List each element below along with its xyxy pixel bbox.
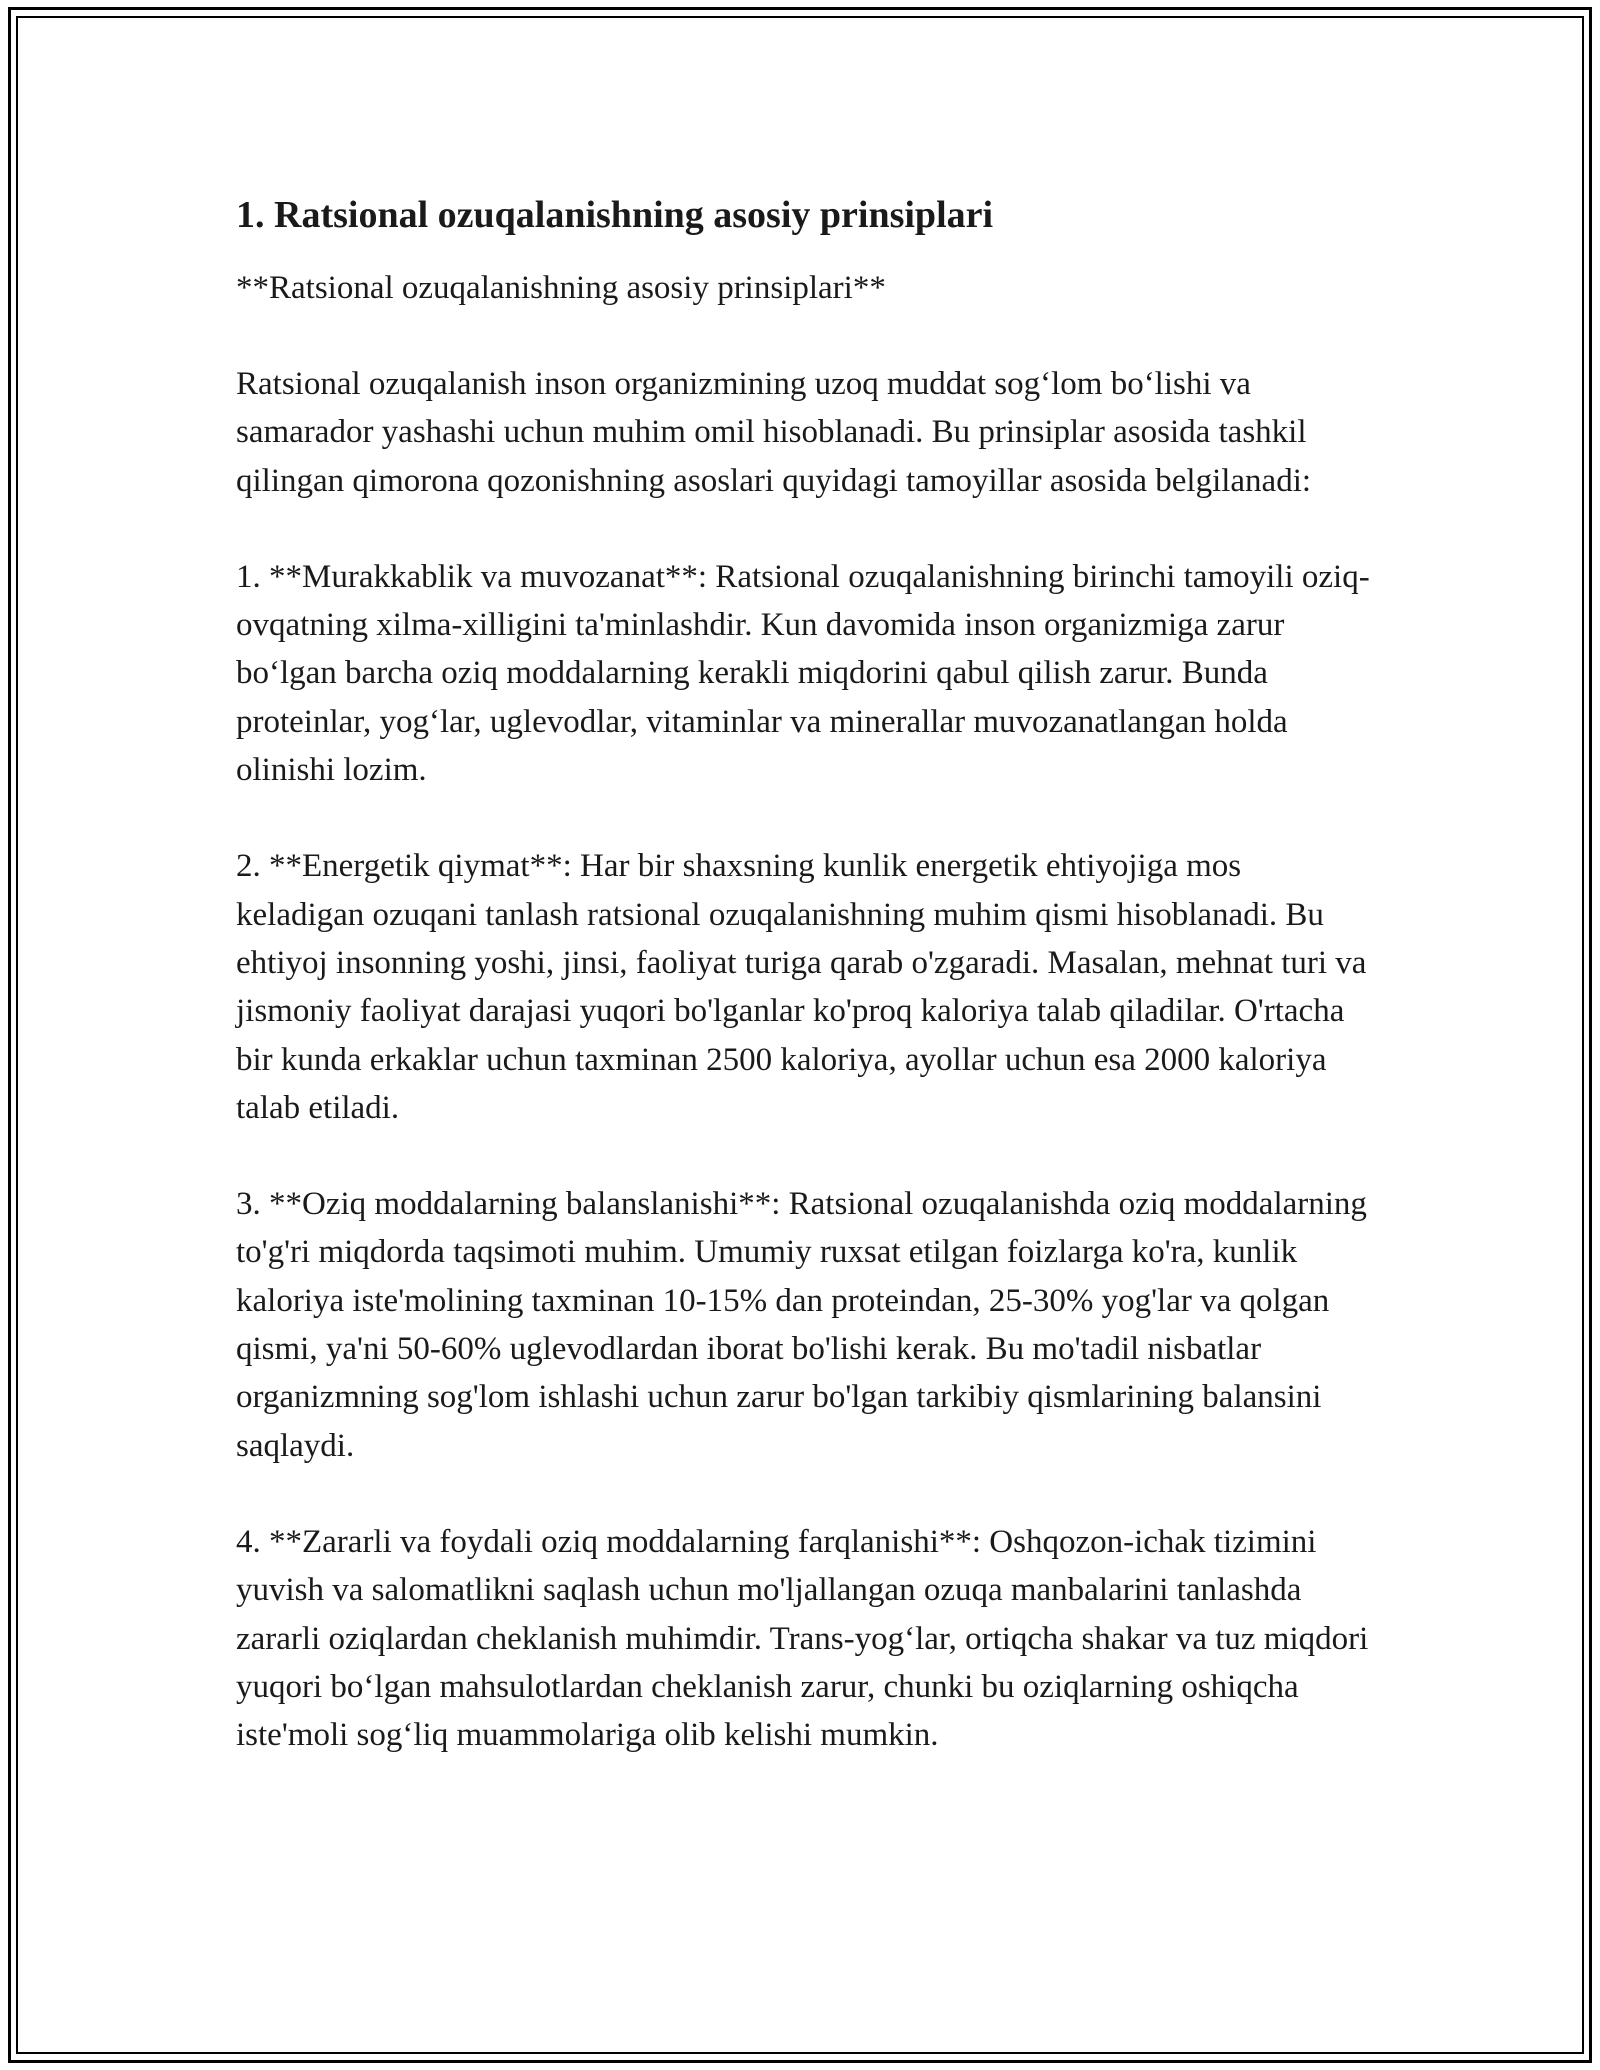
paragraph-principle-3: 3. **Oziq moddalarning balanslanishi**: Ratsional ozuqalanishda oziq moddalarning to'g'ri miqdorda taqsimoti muhim. Umumiy ruxsat etilgan foizlarga ko'ra, kunlik kaloriya iste'molining taxminan 10-15% dan proteindan, 25-30% yog'lar va qolgan qismi, ya'ni 50-60% uglevodlardan iborat bo'lishi kerak. Bu mo'tadil nisbatlar organizmning sog'lom ishlashi uchun zarur bo'lgan tarkibiy qismlarining balansini saqlaydi. [236, 1186, 1367, 1464]
paragraph-principle-1: 1. **Murakkablik va muvozanat**: Ratsional ozuqalanishning birinchi tamoyili oziq-ovqatning xilma-xilligini ta'minlashdir. Kun davomida inson organizmiga zarur bo‘lgan barcha oziq moddalarning kerakli miqdorini qabul qilish zarur. Bunda proteinlar, yog‘lar, uglevodlar, vitaminlar va minerallar muvozanatlangan holda olinishi lozim. [236, 558, 1370, 789]
paragraph-principle-2: 2. **Energetik qiymat**: Har bir shaxsning kunlik energetik ehtiyojiga mos keladigan ozuqani tanlash ratsional ozuqalanishning muhim qismi hisoblanadi. Bu ehtiyoj insonning yoshi, jinsi, faoliyat turiga qarab o'zgaradi. Masalan, mehnat turi va jismoniy faoliyat darajasi yuqori bo'lganlar ko'proq kaloriya talab qiladilar. O'rtacha bir kunda erkaklar uchun taxminan 2500 kaloriya, ayollar uchun esa 2000 kaloriya talab etiladi. [236, 848, 1367, 1126]
document-subtitle: **Ratsional ozuqalanishning asosiy prinsiplari** [236, 270, 886, 306]
paragraph-principle-4: 4. **Zararli va foydali oziq moddalarning farqlanishi**: Oshqozon-ichak tizimini yuvish va salomatlikni saqlash uchun mo'ljallangan ozuqa manbalarini tanlashda zararli oziqlardan cheklanish muhimdir. Trans-yog‘lar, ortiqcha shakar va tuz miqdori yuqori bo‘lgan mahsulotlardan cheklanish zarur, chunki bu oziqlarning oshiqcha iste'moli sog‘liq muammolariga olib kelishi mumkin. [236, 1523, 1369, 1754]
document-title: 1. Ratsional ozuqalanishning asosiy prinsiplari [236, 194, 994, 236]
paragraph-intro: Ratsional ozuqalanish inson organizmining uzoq muddat sog‘lom bo‘lishi va samarador yashashi uchun muhim omil hisoblanadi. Bu prinsiplar asosida tashkil qilingan qimorona qozonishning asoslari quyidagi tamoyillar asosida belgilanadi: [236, 366, 1312, 499]
document-body [236, 186, 1376, 1807]
